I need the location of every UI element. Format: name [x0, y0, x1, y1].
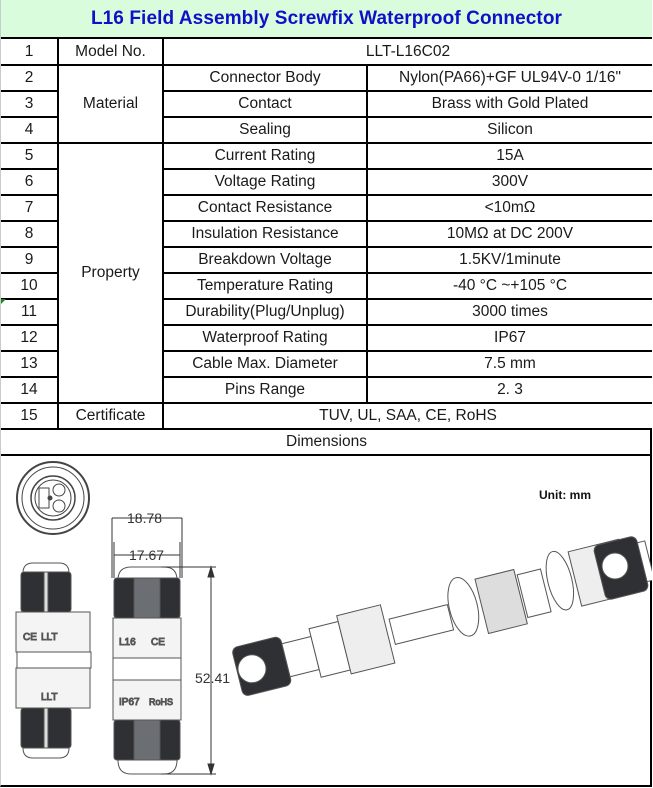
item-value: Brass with Gold Plated — [368, 92, 652, 118]
row-number: 5 — [1, 144, 59, 170]
end-view-drawing — [17, 462, 89, 534]
dim-width-outer: 18.78 — [127, 510, 163, 526]
group-property: Property — [59, 144, 164, 404]
dimensions-header: Dimensions — [1, 430, 652, 456]
item-label: Pins Range — [164, 378, 368, 404]
item-value: Nylon(PA66)+GF UL94V-0 1/16" — [368, 66, 652, 92]
item-value: 300V — [368, 170, 652, 196]
dimension-drawings — [1, 456, 652, 786]
row-number: 3 — [1, 92, 59, 118]
row-number: 1 — [1, 39, 59, 66]
item-value: IP67 — [368, 326, 652, 352]
item-label: Connector Body — [164, 66, 368, 92]
item-value: -40 °C ~+105 °C — [368, 274, 652, 300]
group-material: Material — [59, 66, 164, 144]
item-value: 1.5KV/1minute — [368, 248, 652, 274]
item-value: 15A — [368, 144, 652, 170]
row-number: 14 — [1, 378, 59, 404]
row-number: 12 — [1, 326, 59, 352]
row-number: 13 — [1, 352, 59, 378]
item-label: Contact Resistance — [164, 196, 368, 222]
row-number: 15 — [1, 404, 59, 430]
row-number: 6 — [1, 170, 59, 196]
dim-length: 52.41 — [195, 670, 231, 686]
certificate-value: TUV, UL, SAA, CE, RoHS — [164, 404, 652, 430]
item-label: Insulation Resistance — [164, 222, 368, 248]
cell-comment-marker — [1, 299, 6, 304]
item-label: Durability(Plug/Unplug) — [164, 300, 368, 326]
row-number: 9 — [1, 248, 59, 274]
exploded-view-drawing — [228, 529, 652, 700]
svg-text:IP67: IP67 — [119, 697, 140, 708]
row-label-certificate: Certificate — [59, 404, 164, 430]
svg-text:CE: CE — [23, 632, 37, 643]
item-value: Silicon — [368, 118, 652, 144]
page-title: L16 Field Assembly Screwfix Waterproof Connector — [1, 0, 652, 39]
item-value: 7.5 mm — [368, 352, 652, 378]
item-label: Contact — [164, 92, 368, 118]
svg-text:CE: CE — [151, 637, 165, 648]
item-value: 3000 times — [368, 300, 652, 326]
item-label: Cable Max. Diameter — [164, 352, 368, 378]
item-label: Voltage Rating — [164, 170, 368, 196]
item-value: 2. 3 — [368, 378, 652, 404]
item-label: Current Rating — [164, 144, 368, 170]
row-number: 10 — [1, 274, 59, 300]
row-label-model: Model No. — [59, 39, 164, 66]
item-label: Sealing — [164, 118, 368, 144]
svg-text:L16: L16 — [119, 637, 136, 648]
item-value: 10MΩ at DC 200V — [368, 222, 652, 248]
front-view-drawing — [16, 563, 91, 758]
model-value: LLT-L16C02 — [164, 39, 652, 66]
item-label: Waterproof Rating — [164, 326, 368, 352]
row-number: 4 — [1, 118, 59, 144]
unit-label: Unit: mm — [539, 488, 591, 502]
item-value: <10mΩ — [368, 196, 652, 222]
svg-text:LLT: LLT — [41, 632, 58, 643]
item-label: Breakdown Voltage — [164, 248, 368, 274]
item-label: Temperature Rating — [164, 274, 368, 300]
side-view-drawing — [113, 567, 181, 774]
svg-text:LLT: LLT — [41, 692, 58, 703]
dim-width-inner: 17.67 — [129, 547, 165, 563]
row-number: 2 — [1, 66, 59, 92]
row-number: 7 — [1, 196, 59, 222]
svg-text:RoHS: RoHS — [149, 697, 174, 707]
row-number: 11 — [1, 300, 59, 326]
row-number: 8 — [1, 222, 59, 248]
